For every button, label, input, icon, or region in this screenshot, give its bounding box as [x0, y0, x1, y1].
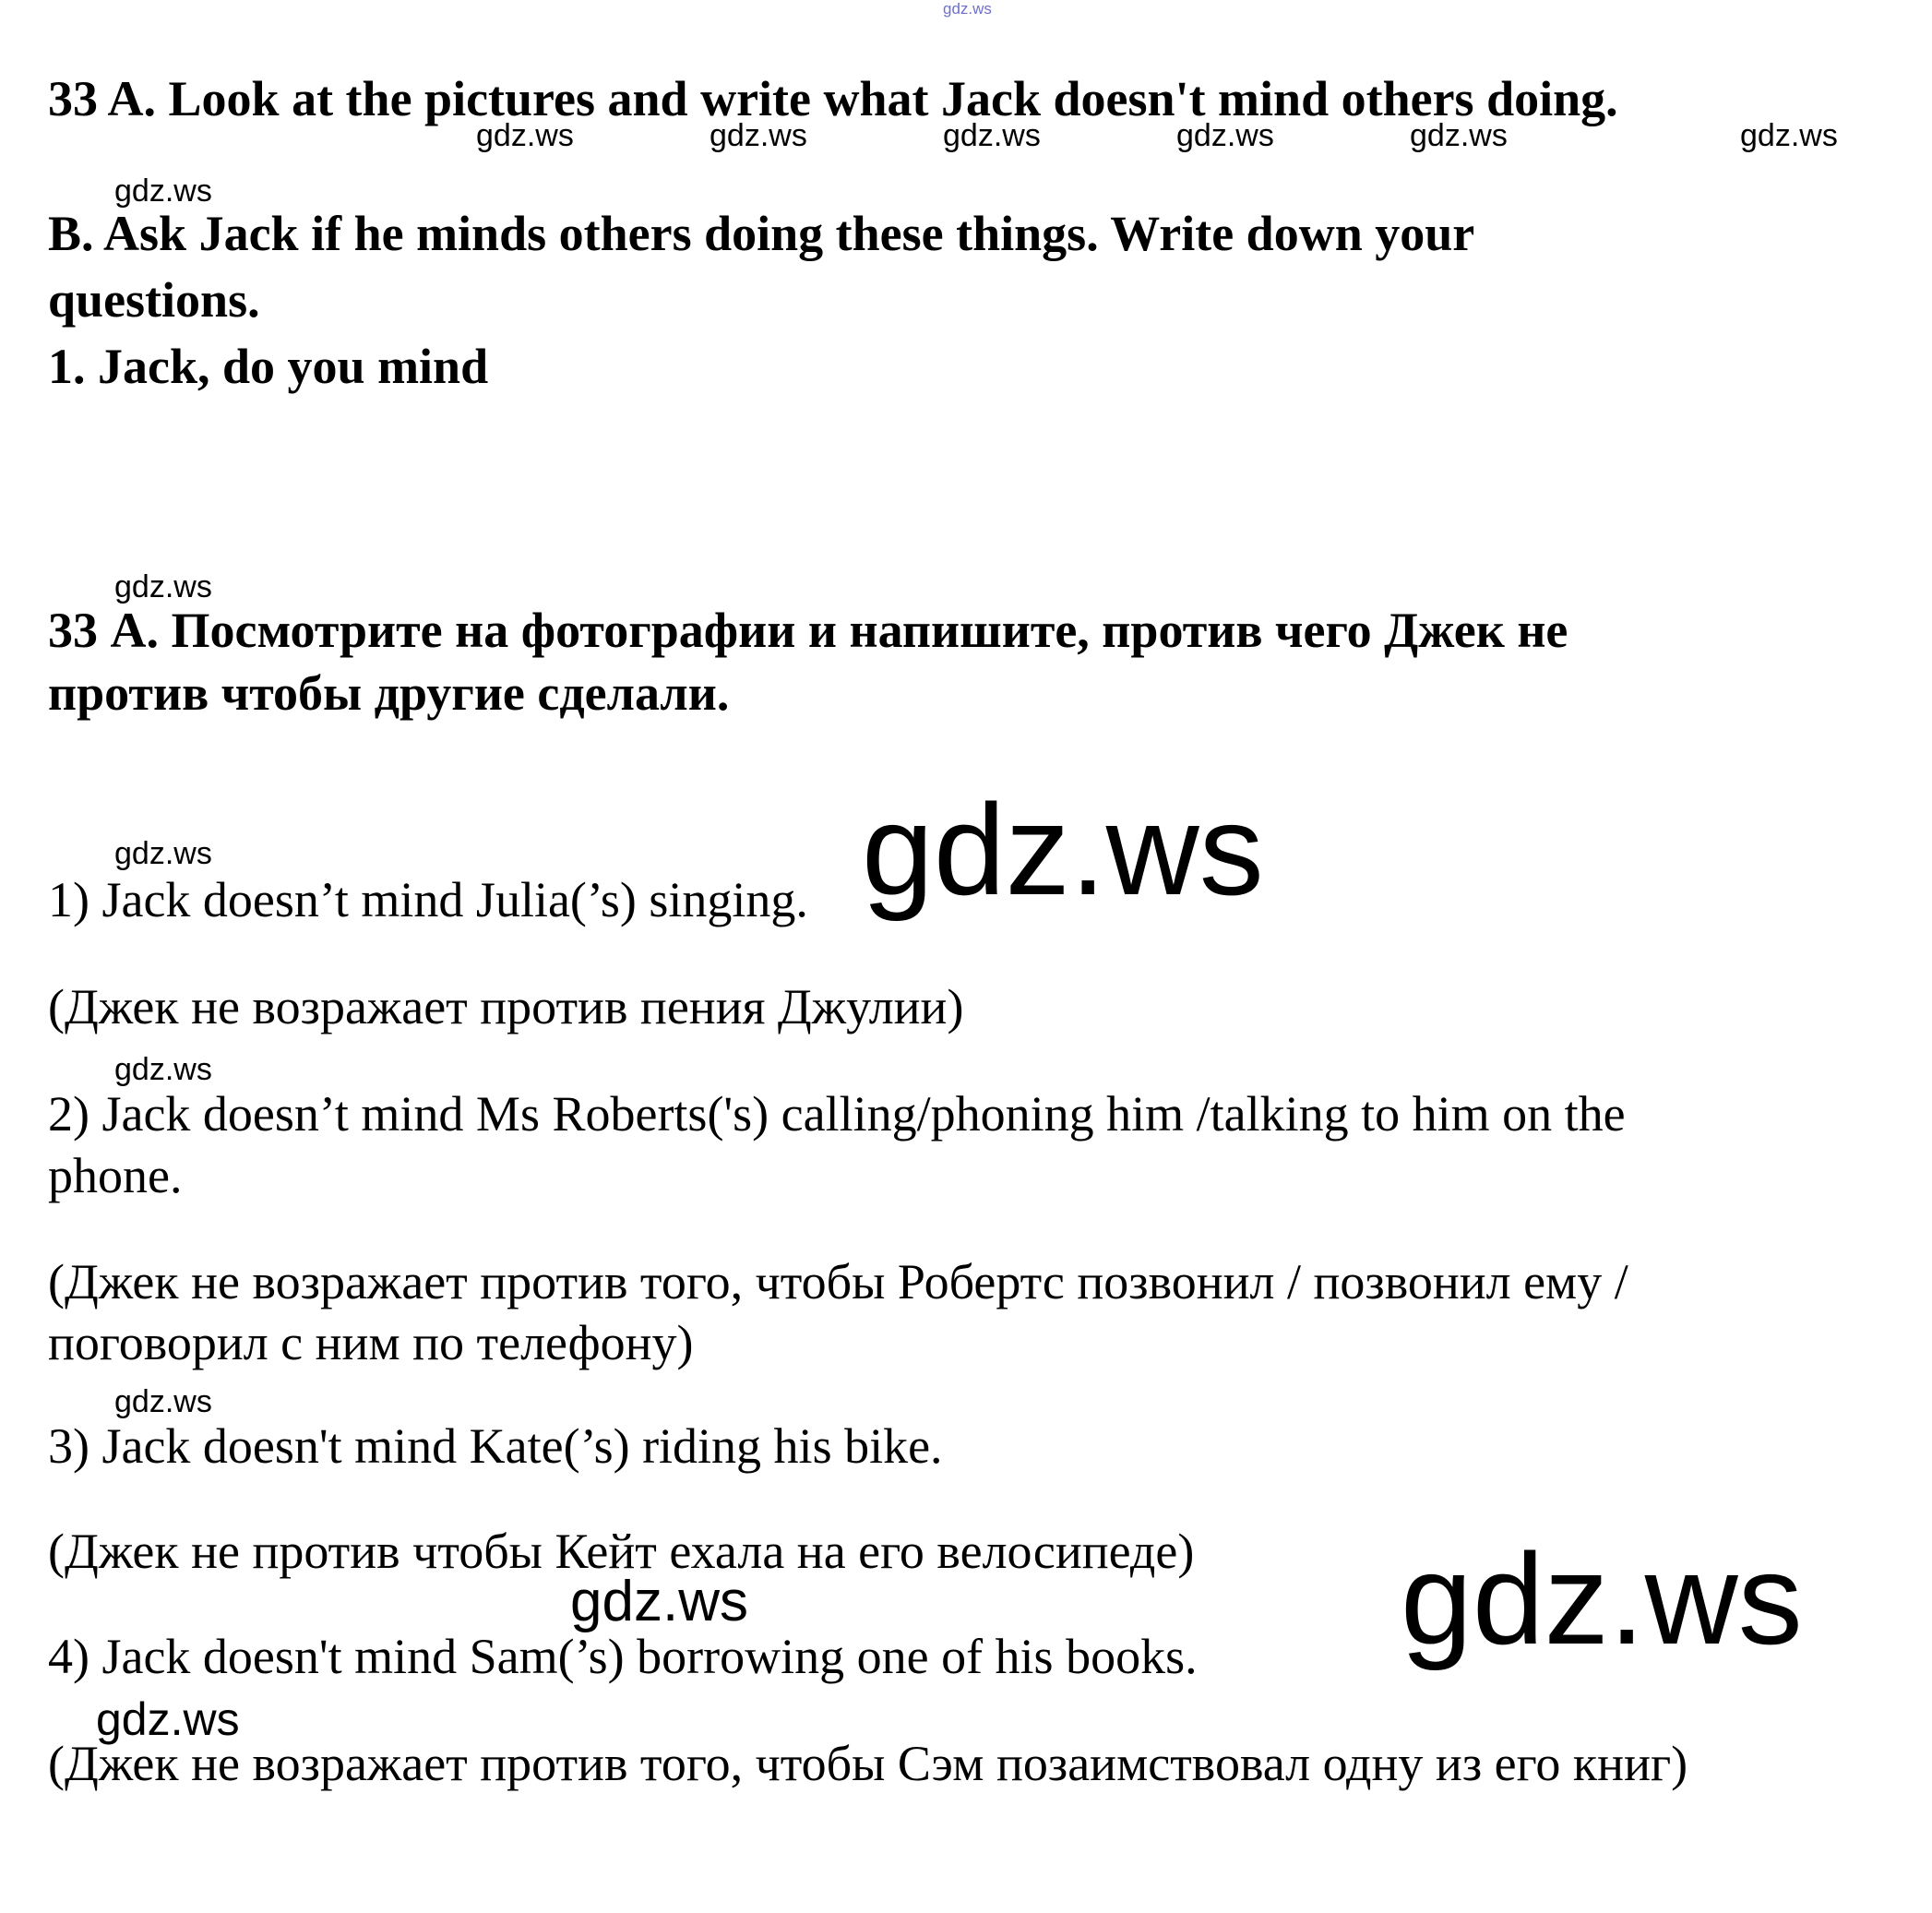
watermark: gdz.ws	[710, 118, 807, 153]
answer-2-en-line2: phone.	[48, 1148, 183, 1203]
answer-2-ru-line1: (Джек не возражает против того, чтобы Робертс позвонил / позвонил ему /	[48, 1254, 1628, 1309]
answer-1-en: 1) Jack doesn’t mind Julia(’s) singing.	[48, 872, 808, 927]
task-b-item-1: 1. Jack, do you mind	[48, 339, 489, 394]
watermark: gdz.ws	[114, 1384, 212, 1419]
watermark-top: gdz.ws	[943, 0, 992, 18]
watermark-large: gdz.ws	[862, 777, 1264, 922]
answer-1-ru: (Джек не возражает против пения Джулии)	[48, 979, 964, 1034]
watermark: gdz.ws	[1176, 118, 1274, 153]
answer-3-en: 3) Jack doesn't mind Kate(’s) riding his bike.	[48, 1418, 943, 1474]
watermark: gdz.ws	[114, 569, 212, 604]
watermark: gdz.ws	[943, 118, 1041, 153]
watermark-medium: gdz.ws	[570, 1570, 748, 1633]
task-b-title-line2: questions.	[48, 272, 260, 328]
answer-4-ru: (Джек не возражает против того, чтобы Сэм позаимствовал одну из его книг)	[48, 1736, 1688, 1791]
task-a-title: 33 A. Look at the pictures and write what Jack doesn't mind others doing.	[48, 71, 1618, 126]
watermark: gdz.ws	[1410, 118, 1508, 153]
watermark: gdz.ws	[96, 1693, 240, 1745]
answer-2-ru-line2: поговорил с ним по телефону)	[48, 1315, 694, 1370]
ru-task-title-line1: 33 А. Посмотрите на фотографии и напишите, против чего Джек не	[48, 603, 1568, 658]
watermark: gdz.ws	[1740, 118, 1838, 153]
watermark: gdz.ws	[476, 118, 574, 153]
answer-3-ru: (Джек не против чтобы Кейт ехала на его велосипеде)	[48, 1524, 1195, 1579]
ru-task-title-line2: против чтобы другие сделали.	[48, 665, 730, 721]
watermark: gdz.ws	[114, 1052, 212, 1087]
watermark: gdz.ws	[114, 173, 212, 209]
answer-2-en-line1: 2) Jack doesn’t mind Ms Roberts('s) calling/phoning him /talking to him on the	[48, 1086, 1626, 1142]
watermark: gdz.ws	[114, 836, 212, 871]
task-b-title-line1: B. Ask Jack if he minds others doing these things. Write down your	[48, 206, 1475, 261]
answer-4-en: 4) Jack doesn't mind Sam(’s) borrowing one of his books.	[48, 1629, 1198, 1684]
watermark-large: gdz.ws	[1401, 1526, 1803, 1671]
